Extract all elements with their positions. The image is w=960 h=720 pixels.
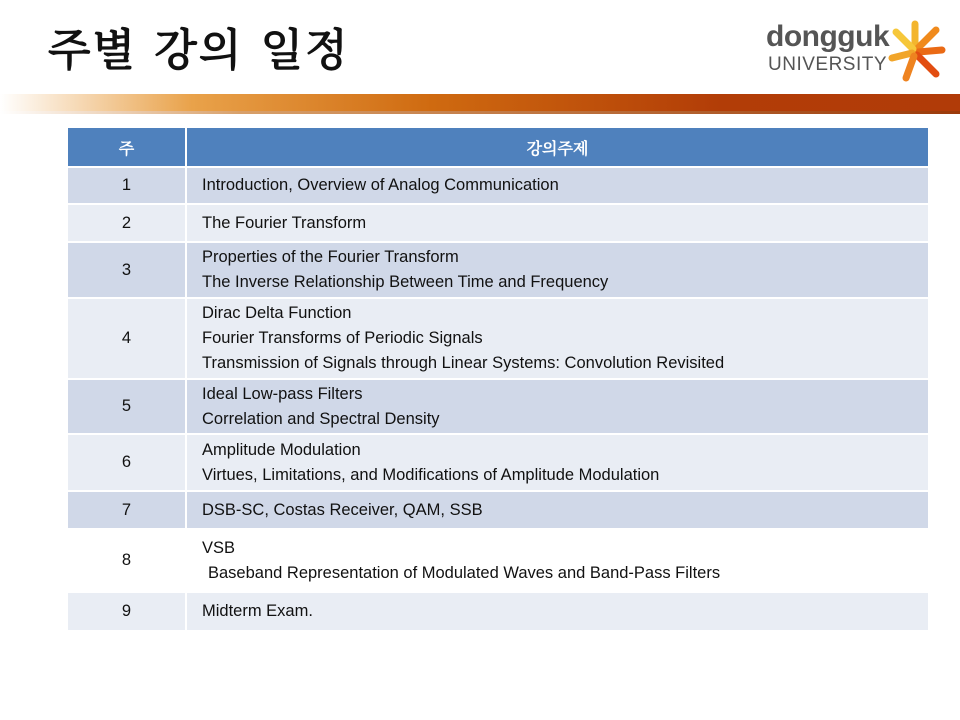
table-row	[68, 592, 928, 630]
table-row	[68, 379, 928, 434]
topic-line: Introduction, Overview of Analog Communication	[202, 176, 559, 194]
topic-line: The Inverse Relationship Between Time and Frequency	[202, 273, 609, 291]
topic-cell	[186, 491, 928, 529]
week-number: 1	[68, 167, 186, 204]
topic-line: Correlation and Spectral Density	[202, 409, 440, 428]
topic-cell	[186, 434, 928, 491]
column-header-week: 주	[68, 128, 186, 167]
topic-line: Amplitude Modulation	[202, 440, 361, 459]
week-number: 9	[68, 592, 186, 630]
slide-title: 주별 강의 일정	[48, 25, 350, 76]
week-number: 6	[68, 434, 186, 491]
topic-line: The Fourier Transform	[202, 213, 367, 232]
topic-line: Ideal Low-pass Filters	[202, 384, 363, 403]
week-number: 4	[68, 298, 186, 379]
topic-line: Properties of the Fourier Transform	[202, 248, 459, 266]
topic-cell	[186, 379, 928, 434]
logo-sunburst-icon	[884, 20, 946, 84]
topic-line: VSB	[202, 538, 236, 557]
table-row	[68, 204, 928, 242]
week-number: 2	[68, 204, 186, 242]
week-number: 7	[68, 491, 186, 529]
topic-cell	[186, 298, 928, 379]
header-band	[0, 94, 960, 114]
table-row	[68, 242, 928, 298]
week-number: 5	[68, 379, 186, 434]
week-number: 3	[68, 242, 186, 298]
logo-wordmark: dongguk	[766, 20, 890, 53]
logo-subtitle: UNIVERSITY	[768, 54, 888, 75]
week-number: 8	[68, 529, 186, 592]
topic-line: Fourier Transforms of Periodic Signals	[202, 329, 483, 347]
topic-line: Midterm Exam.	[202, 602, 313, 620]
topic-line: Dirac Delta Function	[202, 304, 352, 322]
table-row	[68, 298, 928, 379]
table-header-row	[68, 128, 928, 167]
topic-line: Virtues, Limitations, and Modifications of Amplitude Modulation	[202, 465, 660, 484]
topic-cell	[186, 529, 928, 592]
dongguk-university-logo	[766, 20, 946, 84]
table-row	[68, 529, 928, 592]
topic-cell	[186, 242, 928, 298]
table-row	[68, 434, 928, 491]
table-row	[68, 491, 928, 529]
topic-cell	[186, 204, 928, 242]
topic-line: Transmission of Signals through Linear Systems: Convolution Revisited	[202, 354, 725, 372]
table-row	[68, 167, 928, 204]
column-header-topic: 강의주제	[186, 128, 928, 167]
topic-line: DSB-SC, Costas Receiver, QAM, SSB	[202, 500, 483, 519]
topic-cell	[186, 167, 928, 204]
weekly-schedule-table	[68, 128, 928, 630]
topic-cell	[186, 592, 928, 630]
topic-line: Baseband Representation of Modulated Waves and Band-Pass Filters	[208, 563, 721, 582]
